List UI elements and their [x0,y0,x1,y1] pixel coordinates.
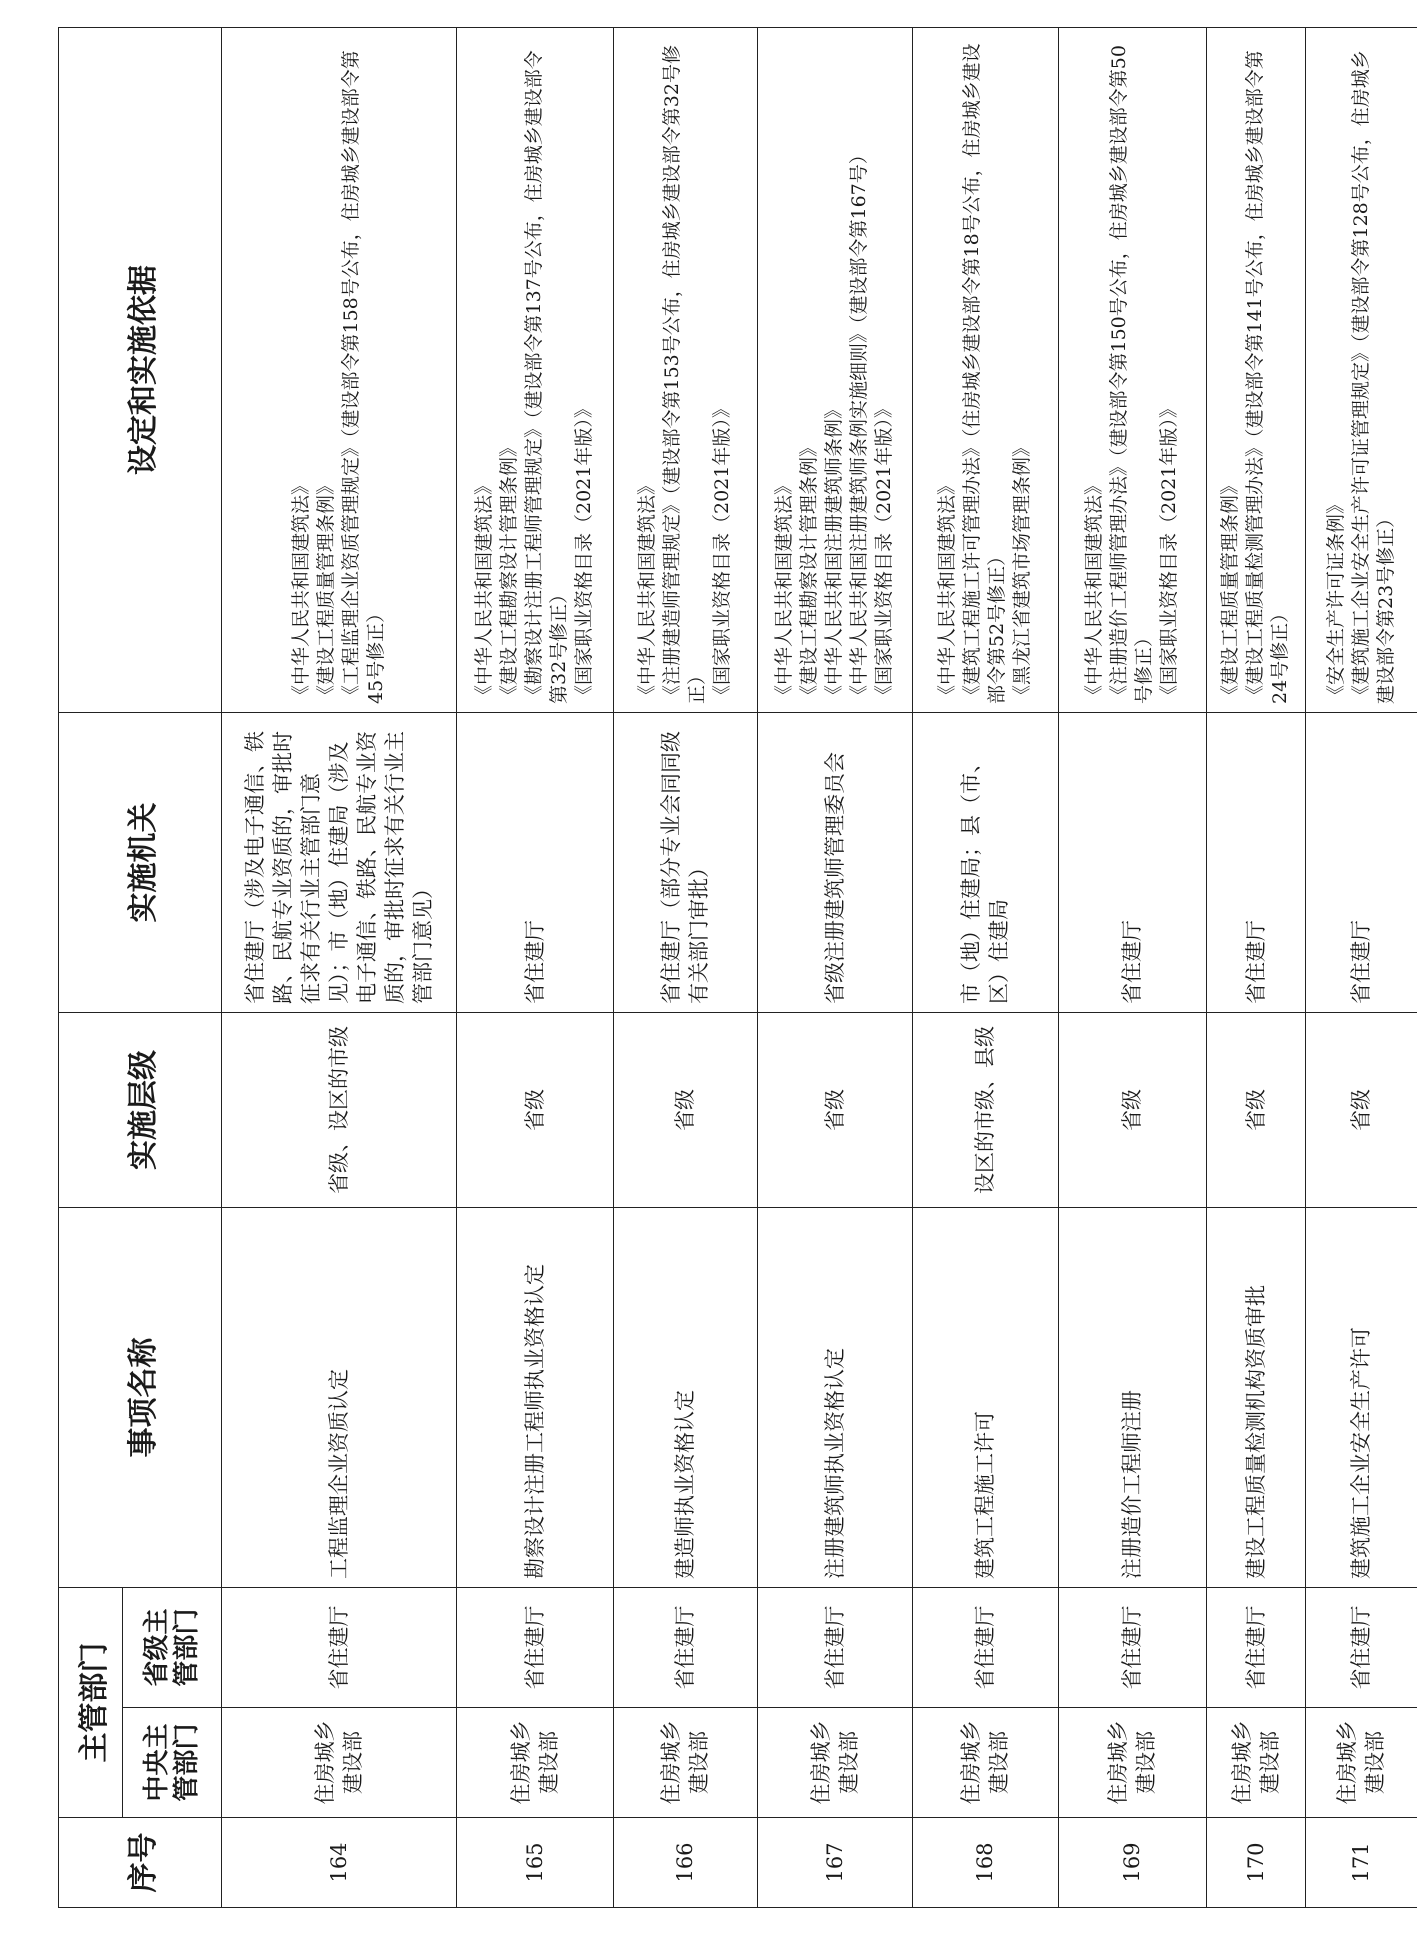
row-provincial-dept: 省住建厅 [456,1588,613,1708]
row-central-dept: 住房城乡建设部 [1305,1708,1417,1818]
basis-line: 《中华人民共和国建筑法》 [936,475,959,704]
row-basis [1305,28,1417,713]
basis-line: 《国家职业资格目录（2021年版）》 [873,399,896,704]
row-central-dept: 住房城乡建设部 [757,1708,912,1818]
row-seq: 164 [221,1818,456,1908]
basis-line: 《中华人民共和国建筑法》 [289,475,312,704]
row-agency: 省住建厅 [456,713,613,1013]
header-level: 实施层级 [59,1013,222,1208]
row-provincial-dept: 省住建厅 [613,1588,757,1708]
row-seq: 170 [1206,1818,1305,1908]
basis-line: 《中华人民共和国建筑法》 [1083,475,1106,704]
row-basis [757,28,912,713]
row-level: 省级、设区的市级 [221,1013,456,1208]
basis-line: 《建设工程勘察设计管理条例》 [498,437,521,704]
row-item-name: 建设工程质量检测机构资质审批 [1206,1208,1305,1588]
row-item-name: 工程监理企业资质认定 [221,1208,456,1588]
basis-line: 《工程监理企业资质管理规定》（建设部令第158号公布，住房城乡建设部令第45号修正） [339,50,387,704]
basis-line: 《中华人民共和国注册建筑师条例》 [823,399,846,704]
row-agency: 省住建厅 [1206,713,1305,1013]
basis-line: 《中华人民共和国建筑法》 [473,475,496,704]
row-seq: 168 [912,1818,1058,1908]
basis-line: 《国家职业资格目录（2021年版）》 [1158,399,1181,704]
row-agency: 市（地）住建局；县（市、区）住建局 [912,713,1058,1013]
row-item-name: 注册建筑师执业资格认定 [757,1208,912,1588]
row-basis [613,28,757,713]
table-row [221,28,456,1908]
row-level: 省级 [1206,1013,1305,1208]
row-central-dept: 住房城乡建设部 [613,1708,757,1818]
row-agency: 省住建厅 [1058,713,1206,1013]
basis-line: 《中华人民共和国注册建筑师条例实施细则》（建设部令第167号） [848,145,871,704]
table-body [221,28,1417,1908]
row-basis [1206,28,1305,713]
basis-line: 《中华人民共和国建筑法》 [773,475,796,704]
row-level: 设区的市级、县级 [912,1013,1058,1208]
row-central-dept: 住房城乡建设部 [912,1708,1058,1818]
basis-line: 《建筑工程施工许可管理办法》（住房城乡建设部令第18号公布，住房城乡建设部令第52号修正） [961,43,1009,704]
row-agency: 省住建厅 [1305,713,1417,1013]
row-item-name: 建筑工程施工许可 [912,1208,1058,1588]
row-item-name: 注册造价工程师注册 [1058,1208,1206,1588]
basis-line: 《中华人民共和国建筑法》 [636,475,659,704]
row-provincial-dept: 省住建厅 [1058,1588,1206,1708]
table-row [1058,28,1206,1908]
row-item-name: 勘察设计注册工程师执业资格认定 [456,1208,613,1588]
basis-line: 《国家职业资格目录（2021年版）》 [573,399,596,704]
basis-line: 《国家职业资格目录（2021年版）》 [711,399,734,704]
row-provincial-dept: 省住建厅 [757,1588,912,1708]
row-provincial-dept: 省住建厅 [1305,1588,1417,1708]
row-agency: 省住建厅（部分专业会同同级有关部门审批） [613,713,757,1013]
header-seq: 序号 [59,1818,222,1908]
basis-line: 《勘察设计注册工程师管理规定》（建设部令第137号公布，住房城乡建设部令第32号修正） [523,50,571,704]
basis-line: 《建设工程质量管理条例》 [1219,475,1242,704]
basis-line: 《建设工程勘察设计管理条例》 [798,437,821,704]
header-basis: 设定和实施依据 [59,28,222,713]
row-item-name: 建造师执业资格认定 [613,1208,757,1588]
row-seq: 171 [1305,1818,1417,1908]
basis-line: 《建设工程质量管理条例》 [314,475,337,704]
basis-line: 《黑龙江省建筑市场管理条例》 [1011,437,1034,704]
row-seq: 165 [456,1818,613,1908]
basis-line: 《注册建造师管理规定》（建设部令第153号公布，住房城乡建设部令第32号修正） [661,45,709,704]
row-central-dept: 住房城乡建设部 [221,1708,456,1818]
row-central-dept: 住房城乡建设部 [456,1708,613,1818]
header-agency: 实施机关 [59,713,222,1013]
row-central-dept: 住房城乡建设部 [1058,1708,1206,1818]
rotated-page [58,28,1417,1908]
header-provincial-dept: 省级主管部门 [123,1588,222,1708]
row-basis [456,28,613,713]
row-seq: 166 [613,1818,757,1908]
basis-line: 《注册造价工程师管理办法》（建设部令第150号公布，住房城乡建设部令第50号修正） [1108,45,1156,704]
row-central-dept: 住房城乡建设部 [1206,1708,1305,1818]
row-basis [912,28,1058,713]
row-level: 省级 [613,1013,757,1208]
header-item-name: 事项名称 [59,1208,222,1588]
row-level: 省级 [1058,1013,1206,1208]
row-level: 省级 [757,1013,912,1208]
approval-items-table [58,27,1417,1908]
row-seq: 169 [1058,1818,1206,1908]
row-seq: 167 [757,1818,912,1908]
row-agency: 省级注册建筑师管理委员会 [757,713,912,1013]
table-row [757,28,912,1908]
table-row [1206,28,1305,1908]
row-agency: 省住建厅（涉及电子通信、铁路、民航专业资质的，审批时征求有关行业主管部门意见）；市（地）住建局（涉及电子通信、铁路、民航专业资质的，审批时征求有关行业主管部门意见） [221,713,456,1013]
table-row [613,28,757,1908]
basis-line: 《安全生产许可证条例》 [1324,494,1347,704]
row-provincial-dept: 省住建厅 [1206,1588,1305,1708]
row-basis [221,28,456,713]
header-row-1 [59,28,123,1908]
row-level: 省级 [1305,1013,1417,1208]
row-provincial-dept: 省住建厅 [221,1588,456,1708]
table-row [1305,28,1417,1908]
basis-line: 《建筑施工企业安全生产许可证管理规定》（建设部令第128号公布，住房城乡建设部令第23号修正） [1349,50,1397,704]
row-item-name: 建筑施工企业安全生产许可 [1305,1208,1417,1588]
header-central-dept: 中央主管部门 [123,1708,222,1818]
header-dept-group: 主管部门 [59,1588,123,1818]
row-level: 省级 [456,1013,613,1208]
row-basis [1058,28,1206,713]
table-row [912,28,1058,1908]
table-row [456,28,613,1908]
basis-line: 《建设工程质量检测管理办法》（建设部令第141号公布，住房城乡建设部令第24号修正） [1244,50,1292,704]
row-provincial-dept: 省住建厅 [912,1588,1058,1708]
